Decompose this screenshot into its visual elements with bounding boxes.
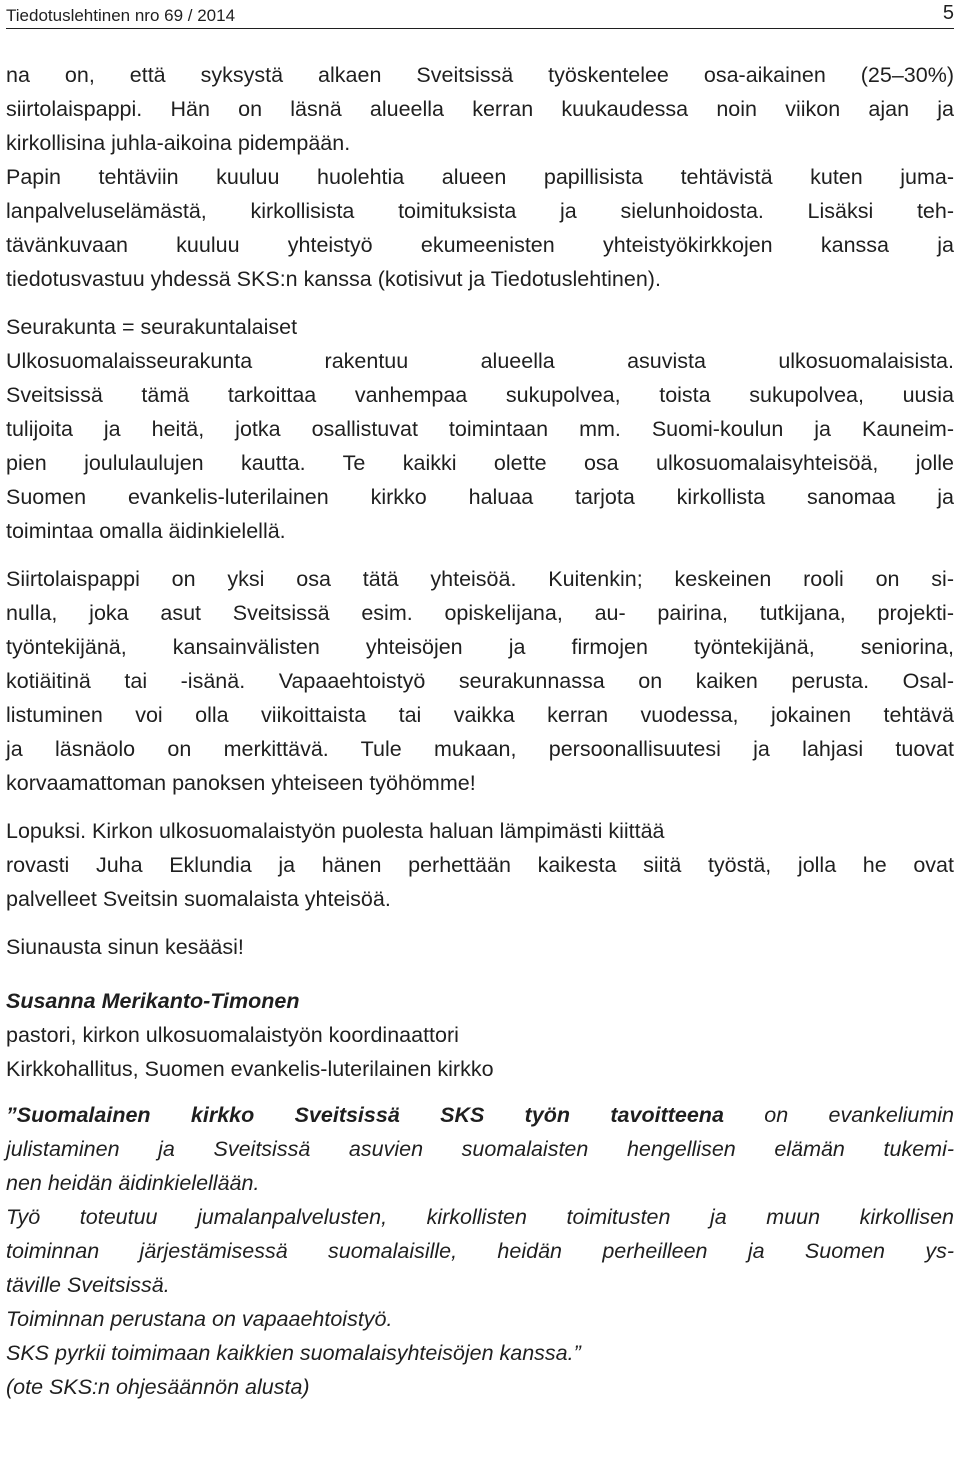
paragraph-thanks xyxy=(6,814,954,916)
quote-bold-lead: Suomalainen kirkko Sveitsissä SKS työn tavoitteena xyxy=(16,1103,724,1127)
quote-line: Työ toteutuu jumalanpalvelusten, kirkollisten toimitusten ja muun kirkollisen xyxy=(6,1205,954,1229)
text-line: korvaamattoman panoksen yhteiseen työhömme! xyxy=(6,771,476,795)
signature-name: Susanna Merikanto-Timonen xyxy=(6,989,300,1013)
text-line: palvelleet Sveitsin suomalaista yhteisöä. xyxy=(6,887,391,911)
text-line: Siirtolaispappi on yksi osa tätä yhteisöä. Kuitenkin; keskeinen rooli on si- xyxy=(6,567,954,591)
page-number: 5 xyxy=(942,2,954,24)
quote-line: täville Sveitsissä. xyxy=(6,1273,170,1297)
text-line: tulijoita ja heitä, jotka osallistuvat toimintaan mm. Suomi-koulun ja Kauneim- xyxy=(6,417,954,441)
text-line: Lopuksi. Kirkon ulkosuomalaistyön puolesta haluan lämpimästi kiittää xyxy=(6,819,665,843)
section-heading: Seurakunta = seurakuntalaiset xyxy=(6,315,298,339)
text-line: Sveitsissä tämä tarkoittaa vanhempaa sukupolvea, toista sukupolvea, uusia xyxy=(6,383,954,407)
text-line: työntekijänä, kansainvälisten yhteisöjen ja firmojen työntekijänä, seniorina, xyxy=(6,635,954,659)
signature-organization: Kirkkohallitus, Suomen evankelis-luterilainen kirkko xyxy=(6,1057,494,1081)
text-line: Suomen evankelis-luterilainen kirkko haluaa tarjota kirkollista sanomaa ja xyxy=(6,485,954,509)
paragraph-pastor-duties xyxy=(6,58,954,296)
quote-line: SKS pyrkii toimimaan kaikkien suomalaisyhteisöjen kanssa.” xyxy=(6,1341,581,1365)
quote-line xyxy=(6,1098,954,1132)
text-line: listuminen voi olla viikoittaista tai vaikka kerran vuodessa, jokainen tehtävä xyxy=(6,703,954,727)
text-line: tiedotusvastuu yhdessä SKS:n kanssa (kotisivut ja Tiedotuslehtinen). xyxy=(6,267,661,291)
newsletter-title: Tiedotuslehtinen nro 69 / 2014 xyxy=(6,6,236,25)
text-line: Papin tehtäviin kuuluu huolehtia alueen papillisista tehtävistä kuten juma- xyxy=(6,165,954,189)
page-header xyxy=(6,0,954,30)
text-line: kirkollisina juhla-aikoina pidempään. xyxy=(6,131,351,155)
article-body xyxy=(6,58,954,1404)
text-line: pien joululaulujen kautta. Te kaikki olette osa ulkosuomalaisyhteisöä, jolle xyxy=(6,451,954,475)
text-line: toimintaa omalla äidinkielellä. xyxy=(6,519,286,543)
blessing: Siunausta sinun kesääsi! xyxy=(6,935,244,959)
quote-line: nen heidän äidinkielellään. xyxy=(6,1171,260,1195)
quote-lead-rest: on evankeliumin xyxy=(723,1103,954,1127)
text-line: nulla, joka asut Sveitsissä esim. opiskelijana, au- pairina, tutkijana, projekti- xyxy=(6,601,954,625)
quote-line: toiminnan järjestämisessä suomalaisille, heidän perheilleen ja Suomen ys- xyxy=(6,1239,954,1263)
signature-role: pastori, kirkon ulkosuomalaistyön koordinaattori xyxy=(6,1023,459,1047)
paragraph-volunteering xyxy=(6,562,954,800)
statute-quote xyxy=(6,1098,954,1404)
text-line: tävänkuvaan kuuluu yhteistyö ekumeenisten yhteistyökirkkojen kanssa ja xyxy=(6,233,954,257)
quote-line: Toiminnan perustana on vapaaehtoistyö. xyxy=(6,1307,393,1331)
text-line: kotiäitinä tai -isänä. Vapaaehtoistyö seurakunnassa on kaiken perusta. Osal- xyxy=(6,669,954,693)
quote-source: (ote SKS:n ohjesäännön alusta) xyxy=(6,1375,310,1399)
text-line: lanpalveluselämästä, kirkollisista toimituksista ja sielunhoidosta. Lisäksi teh- xyxy=(6,199,954,223)
text-line: na on, että syksystä alkaen Sveitsissä työskentelee osa-aikainen (25–30%) xyxy=(6,63,954,87)
text-line: ja läsnäolo on merkittävä. Tule mukaan, persoonallisuutesi ja lahjasi tuovat xyxy=(6,737,954,761)
header-rule xyxy=(6,28,954,29)
quote-line: julistaminen ja Sveitsissä asuvien suomalaisten hengellisen elämän tukemi- xyxy=(6,1137,954,1161)
paragraph-congregation xyxy=(6,310,954,548)
signature-block xyxy=(6,984,954,1086)
quote-mark: ” xyxy=(6,1103,17,1127)
text-line: Ulkosuomalaisseurakunta rakentuu alueella asuvista ulkosuomalaisista. xyxy=(6,349,954,373)
text-line: rovasti Juha Eklundia ja hänen perhettään kaikesta siitä työstä, jolla he ovat xyxy=(6,853,954,877)
text-line: siirtolaispappi. Hän on läsnä alueella kerran kuukaudessa noin viikon ajan ja xyxy=(6,97,954,121)
